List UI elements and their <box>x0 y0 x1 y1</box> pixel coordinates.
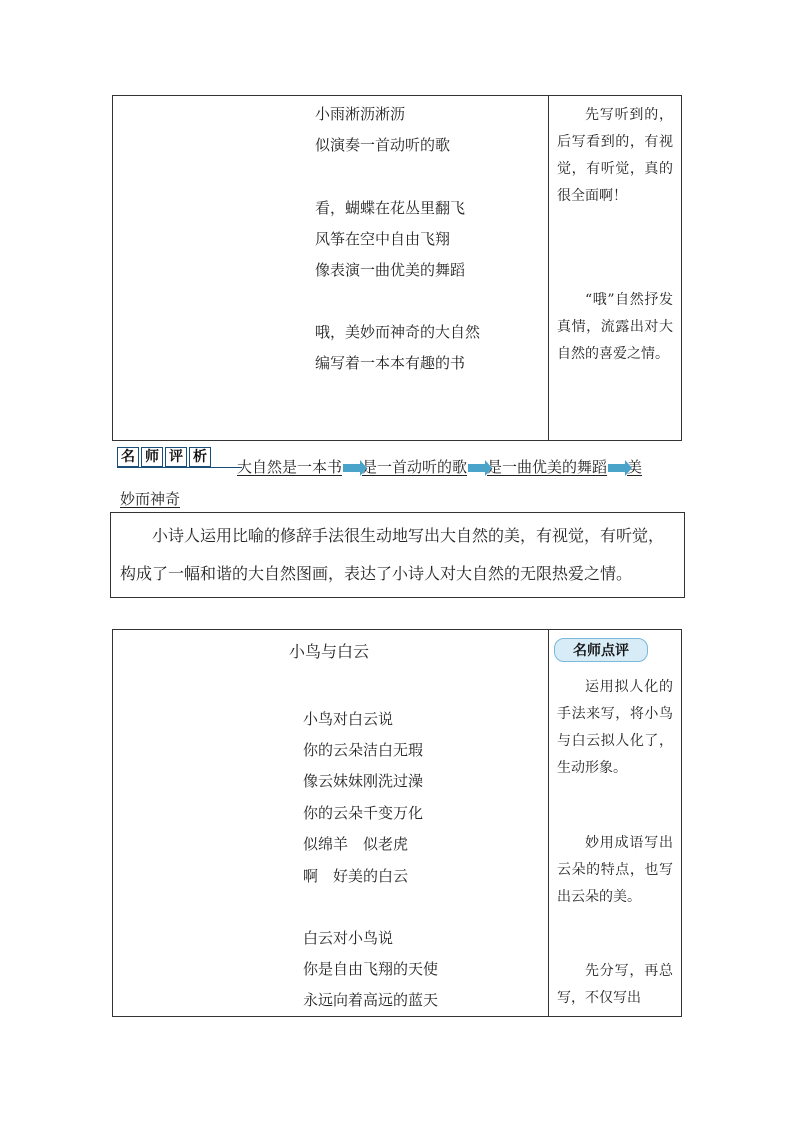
poem2-line-5: 似绵羊 似老虎 <box>303 835 409 853</box>
poem2-line-6: 啊 好美的白云 <box>303 867 409 885</box>
poem1-line-3: 看，蝴蝶在花丛里翻飞 <box>315 199 466 217</box>
table-2-divider <box>548 629 549 1017</box>
badge-char-1: 名 <box>117 447 139 467</box>
badge-underline <box>117 467 242 468</box>
poem2-line-1: 小鸟对白云说 <box>303 710 394 728</box>
poem1-comment-1-text: 先写听到的，后写看到的，有视觉，有听觉，真的很全面啊！ <box>557 107 673 204</box>
review-flow-continued: 妙而神奇 <box>120 490 181 508</box>
poem2-comment-1 <box>557 674 673 782</box>
poem2-line-9: 永远向着高远的蓝天 <box>303 991 439 1009</box>
review-flow <box>237 457 642 477</box>
poem1-comment-1 <box>557 102 673 210</box>
poem2-line-8: 你是自由飞翔的天使 <box>303 960 439 978</box>
poem1-comment-2-text: “哦”自然抒发真情，流露出对大自然的喜爱之情。 <box>557 292 673 362</box>
badge-char-2: 师 <box>141 447 163 467</box>
poem2-line-7: 白云对小鸟说 <box>303 929 394 947</box>
flow-step-2: 是一首动听的歌 <box>362 458 468 476</box>
poem1-line-4: 风筝在空中自由飞翔 <box>315 230 451 248</box>
table-1-divider <box>548 95 549 441</box>
poem2-line-2: 你的云朵洁白无瑕 <box>303 741 424 759</box>
poem2-title: 小鸟与白云 <box>289 642 370 661</box>
poem2-comment-1-text: 运用拟人化的手法来写，将小鸟与白云拟人化了，生动形象。 <box>557 679 673 776</box>
flow-step-3: 是一曲优美的舞蹈 <box>487 458 608 476</box>
poem2-comment-3-text: 先分写，再总写，不仅写出 <box>557 963 673 1006</box>
analysis-text: 小诗人运用比喻的修辞手法很生动地写出大自然的美，有视觉，有听觉，构成了一幅和谐的大自然图画，表达了小诗人对大自然的无限热爱之情。 <box>120 526 665 583</box>
poem1-line-5: 像表演一曲优美的舞蹈 <box>315 261 466 279</box>
poem2-line-4: 你的云朵千变万化 <box>303 804 424 822</box>
flow-arrow-icon <box>468 464 486 472</box>
badge-char-4: 析 <box>189 447 211 467</box>
poem1-comment-2 <box>557 287 673 368</box>
poem2-line-3: 像云妹妹刚洗过澡 <box>303 772 424 790</box>
poem1-line-2: 似演奏一首动听的歌 <box>315 136 451 154</box>
poem2-comment-2-text: 妙用成语写出云朵的特点，也写出云朵的美。 <box>557 835 673 905</box>
review-tag <box>554 638 648 662</box>
poem2-comment-2 <box>557 830 673 911</box>
poem1-line-7: 编写着一本本有趣的书 <box>315 354 466 372</box>
flow-step-4: 美 <box>627 458 643 476</box>
flow-arrow-icon <box>608 464 626 472</box>
poem1-line-6: 哦，美妙而神奇的大自然 <box>315 323 481 341</box>
poem1-line-1: 小雨淅沥淅沥 <box>315 105 406 123</box>
review-tag-label: 名师点评 <box>573 643 629 659</box>
review-badge <box>117 447 213 467</box>
flow-arrow-icon <box>343 464 361 472</box>
badge-char-3: 评 <box>165 447 187 467</box>
flow-step-1: 大自然是一本书 <box>237 458 343 476</box>
poem2-comment-3 <box>557 958 673 1012</box>
